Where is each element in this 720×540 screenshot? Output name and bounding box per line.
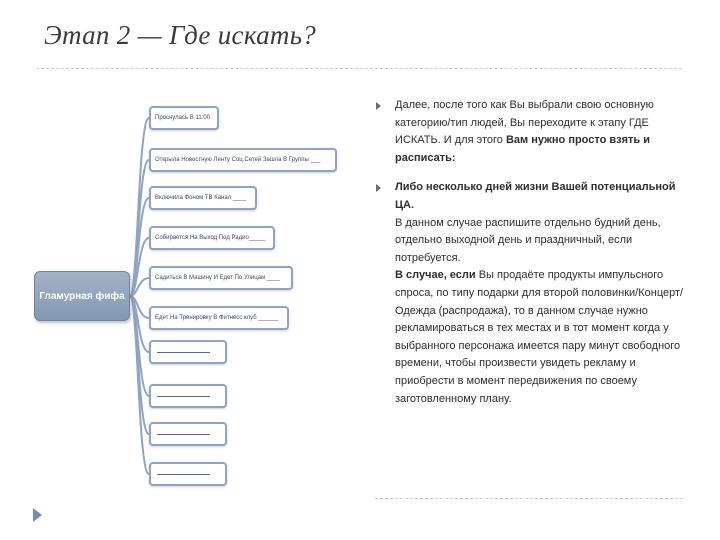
blank-line (157, 474, 210, 475)
mind-map-branch: Едет На Тренировку В Фитнесс клуб ______ (149, 306, 289, 330)
mind-map-blank-branch (149, 422, 227, 446)
mind-map-branch: Открыла Новостную Ленту Соц.Сетей Зашла В Группы ___ (149, 148, 337, 172)
bullet-item (376, 97, 686, 167)
mind-map-central-node: Гламурная фифа (34, 271, 130, 321)
triangle-bullet-icon (376, 184, 381, 192)
mind-map-branch: Собирается На Выход Под Радио_____ (149, 226, 275, 250)
slide-title: Этап 2 — Где искать? (44, 20, 317, 50)
bottom-divider (375, 498, 683, 499)
blank-line (157, 352, 210, 353)
mind-map-blank-branch (149, 384, 227, 408)
mind-map-blank-branch (149, 462, 227, 486)
mind-map-branch: Включила Фоном ТВ Канал ____ (149, 186, 257, 210)
triangle-bullet-icon (376, 102, 381, 110)
bullet-text: В случае, если Вы продаёте продукты импульсного спроса, по типу подарки для второй половинки/Концерт/Одежда (распродажа), то в данном случае нужно рекламироваться в тех местах и в тот момент когда у выбранного персонажа имеется пару минут свободного времени, чтобы произвести увидеть рекламу и приобрести в момент передвижения по своему заготовленному плану. (395, 269, 684, 405)
mind-map (0, 0, 360, 500)
bullet-item (376, 179, 686, 408)
mind-map-branch: Садиться В Машину И Едет По Улицам ____ (149, 266, 293, 290)
next-slide-arrow-icon[interactable] (33, 508, 42, 522)
blank-line (157, 396, 210, 397)
bullet-lead: Либо несколько дней жизни Вашей потенциальной ЦА. (395, 181, 676, 211)
bullet-text: Далее, после того как Вы выбрали свою основную категорию/тип людей, Вы переходите к этапу ГДЕ ИСКАТЬ. И для этого Вам нужно просто взять и расписать: (395, 99, 654, 164)
mind-map-blank-branch (149, 340, 227, 364)
bullet-list (376, 97, 686, 408)
bullet-text: В данном случае распишите отдельно будний день, отдельно выходной день и праздничный, если потребуется. (395, 216, 661, 264)
mind-map-branch: Проснулась В 11:00 (149, 106, 219, 130)
blank-line (157, 434, 210, 435)
